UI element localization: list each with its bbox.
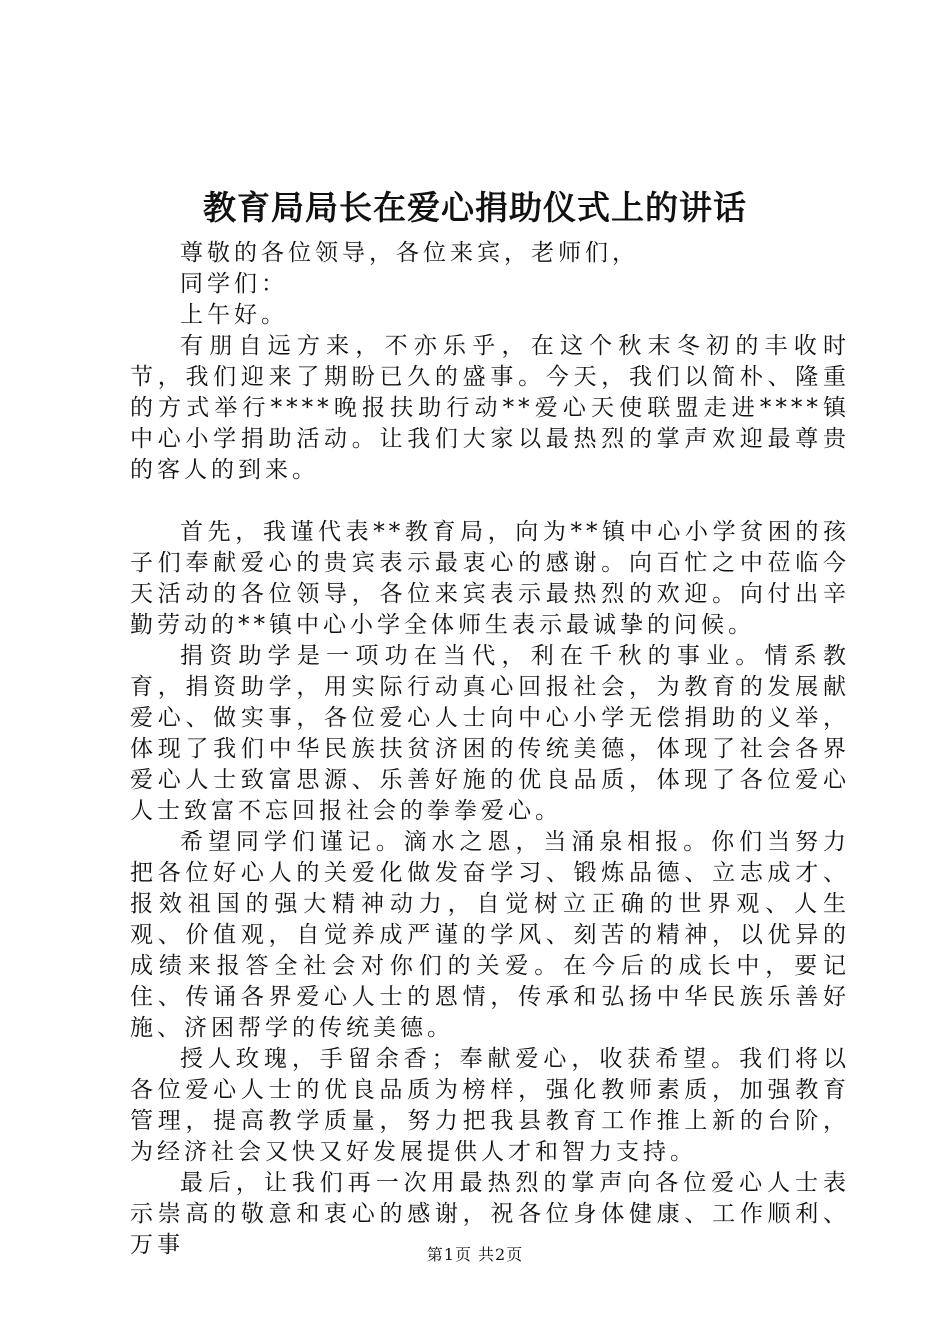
paragraph-closing: 最后，让我们再一次用最热烈的掌声向各位爱心人士表示崇高的敬意和衷心的感谢，祝各位身体健康、工作顺利、万事 [130,1170,850,1258]
paragraph-commitment: 授人玫瑰，手留余香；奉献爱心，收获希望。我们将以各位爱心人士的优良品质为榜样，强化教师素质，加强教育管理，提高教学质量，努力把我县教育工作推上新的台阶，为经济社会又快又好发展提供人才和智力支持。 [130,1046,850,1165]
page-indicator: 第1页 共2页 [426,1245,524,1264]
paragraph-donation: 捐资助学是一项功在当代，利在千秋的事业。情系教育，捐资助学，用实际行动真心回报社会，为教育的发展献爱心、做实事，各位爱心人士向中心小学无偿捐助的义举，体现了我们中华民族扶贫济困的传统美德，体现了社会各界爱心人士致富思源、乐善好施的优良品质，体现了各位爱心人士致富不忘回报社会的拳拳爱心。 [130,643,850,824]
paragraph-thanks: 首先，我谨代表**教育局，向为**镇中心小学贫困的孩子们奉献爱心的贵宾表示最衷心的感谢。向百忙之中莅临今天活动的各位领导，各位来宾表示最热烈的欢迎。向付出辛勤劳动的**镇中心小学全体师生表示最诚挚的问候。 [130,519,850,638]
document-body [130,238,850,1261]
salutation-line-2: 同学们： [180,271,288,297]
salutation-line: 尊敬的各位领导，各位来宾，老师们， [180,240,639,266]
paragraph-students: 希望同学们谨记。滴水之恩，当涌泉相报。你们当努力把各位好心人的关爱化做发奋学习、锻炼品德、立志成才、报效祖国的强大精神动力，自觉树立正确的世界观、人生观、价值观，自觉养成严谨的学风、刻苦的精神，以优异的成绩来报答全社会对你们的关爱。在今后的成长中，要记住、传诵各界爱心人士的恩情，传承和弘扬中华民族乐善好施、济困帮学的传统美德。 [130,829,850,1041]
paragraph-opening: 有朋自远方来，不亦乐乎，在这个秋末冬初的丰收时节，我们迎来了期盼已久的盛事。今天，我们以简朴、隆重的方式举行****晚报扶助行动**爱心天使联盟走进****镇中心小学捐助活动。让我们大家以最热烈的掌声欢迎最尊贵的客人的到来。 [130,333,850,483]
greeting-line: 上午好。 [180,302,288,328]
document-title: 教育局局长在爱心捐助仪式上的讲话 [203,188,747,227]
